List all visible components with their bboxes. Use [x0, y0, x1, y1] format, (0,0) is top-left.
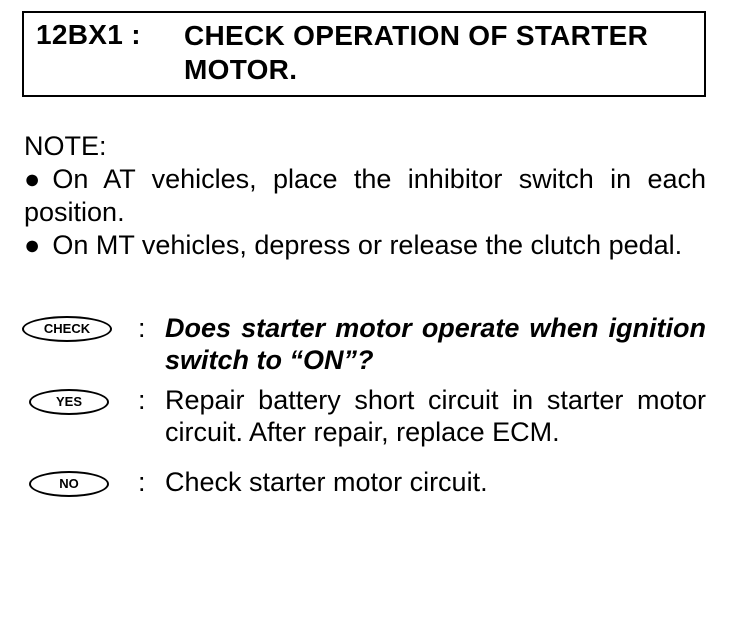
check-colon: :	[138, 313, 146, 343]
step-header-box	[22, 11, 706, 97]
bullet-icon: ●	[24, 230, 41, 260]
note-item	[24, 163, 706, 229]
step-code: 12BX1 :	[36, 19, 141, 50]
no-row	[22, 466, 708, 502]
step-title: CHECK OPERATION OF STARTER MOTOR.	[184, 20, 649, 85]
note-item-text: On MT vehicles, depress or release the clutch pedal.	[52, 230, 683, 260]
yes-badge: YES	[29, 389, 109, 415]
note-item	[24, 229, 706, 262]
bullet-icon: ●	[24, 164, 41, 194]
no-action-text: Check starter motor circuit.	[165, 467, 488, 497]
note-item-text: On AT vehicles, place the inhibitor switch in each position.	[24, 164, 706, 227]
note-label: NOTE:	[24, 131, 107, 161]
check-question: Does starter motor operate when ignition switch to “ON”?	[165, 313, 706, 375]
no-colon: :	[138, 467, 146, 497]
note-section	[24, 130, 706, 262]
check-row	[22, 312, 708, 382]
yes-action-text: Repair battery short circuit in starter motor circuit. After repair, replace ECM.	[165, 385, 706, 447]
check-badge: CHECK	[22, 316, 112, 342]
yes-colon: :	[138, 385, 146, 415]
no-badge: NO	[29, 471, 109, 497]
yes-row	[22, 384, 708, 454]
